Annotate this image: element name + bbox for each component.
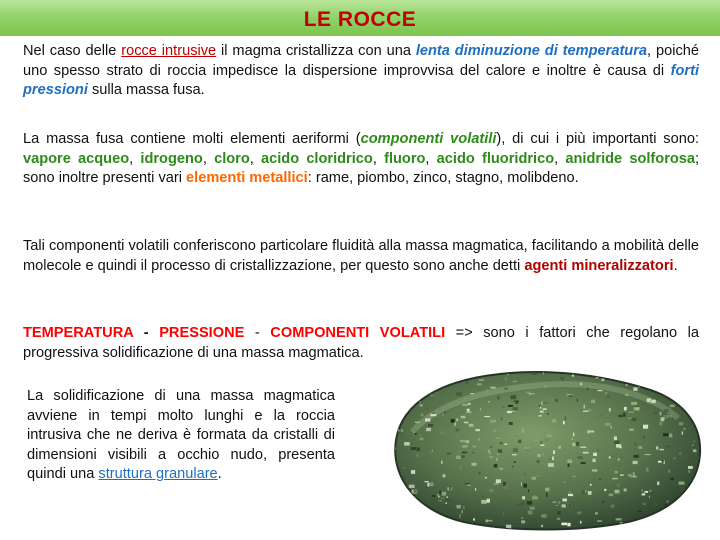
text: La solidificazione di una massa magmatica avviene in tempi molto lunghi e la roccia intrusiva che ne deriva è formata da cristalli di dimensioni visibili a occhio nudo, presenta quindi una [27,388,335,483]
keyword-rocce-intrusive: rocce intrusive [121,43,217,59]
keyword-temperatura: TEMPERATURA [23,325,134,341]
keyword-vapore-acqueo: vapore acqueo [23,150,130,167]
paragraph-componenti-volatili [23,130,699,189]
text: La massa fusa contiene molti elementi aeriformi ( [23,131,361,147]
separator: - [133,325,160,341]
separator: , [129,150,141,167]
paragraph-fattori [23,324,699,363]
slide-title: LE ROCCE [303,8,417,31]
keyword-struttura-granulare: struttura granulare [98,466,218,483]
text: . [217,466,222,483]
rock-shape [395,372,700,530]
separator: , [554,150,566,167]
text: il magma cristallizza con una [216,43,416,59]
separator: , [202,150,215,167]
keyword-fluoro: fluoro [384,150,426,167]
text: . [673,257,678,274]
separator: , [249,150,262,167]
keyword-componenti-volatili: componenti volatili [360,131,497,147]
keyword-pressione: PRESSIONE [159,325,245,341]
separator: - [244,325,271,341]
keyword-componenti-volatili-caps: COMPONENTI VOLATILI [270,325,446,341]
keyword-forti-pressioni: forti pressioni [23,62,699,99]
paragraph-rocce-intrusive [23,42,699,101]
text: ), di cui i più importanti sono: [496,131,699,147]
keyword-lenta-diminuzione: lenta diminuzione di temperatura [415,43,648,59]
text: , poiché uno spesso strato di roccia impedisce la dispersione improvvisa del calore e inoltre è causa di [23,43,699,79]
text: : rame, piombo, zinco, stagno, molibdeno. [307,170,579,187]
keyword-anidride-solforosa: anidride solforosa [565,150,696,167]
text: ; sono inoltre presenti vari [23,150,700,187]
separator: , [425,150,437,167]
text: sulla massa fusa. [87,82,205,99]
granite-rock-image [382,362,706,534]
keyword-acido-cloridrico: acido cloridrico [261,150,373,167]
paragraph-struttura-granulare [27,387,335,485]
paragraph-agenti-mineralizzatori [23,237,699,276]
text: Nel caso delle [23,43,122,59]
separator: , [372,150,385,167]
keyword-agenti-mineralizzatori: agenti mineralizzatori [524,257,674,274]
keyword-cloro: cloro [214,150,250,167]
title-bar [0,0,720,36]
keyword-elementi-metallici: elementi metallici [186,170,308,187]
keyword-acido-fluoridrico: acido fluoridrico [436,150,555,167]
text: Tali componenti volatili conferiscono particolare fluidità alla massa magmatica, facilitando a mobilità delle molecole e quindi il processo di cristallizzazione, per questo sono anche detti [23,238,699,274]
keyword-idrogeno: idrogeno [140,150,203,167]
text: => sono i fattori che regolano la progressiva solidificazione di una massa magmatica. [23,325,699,361]
